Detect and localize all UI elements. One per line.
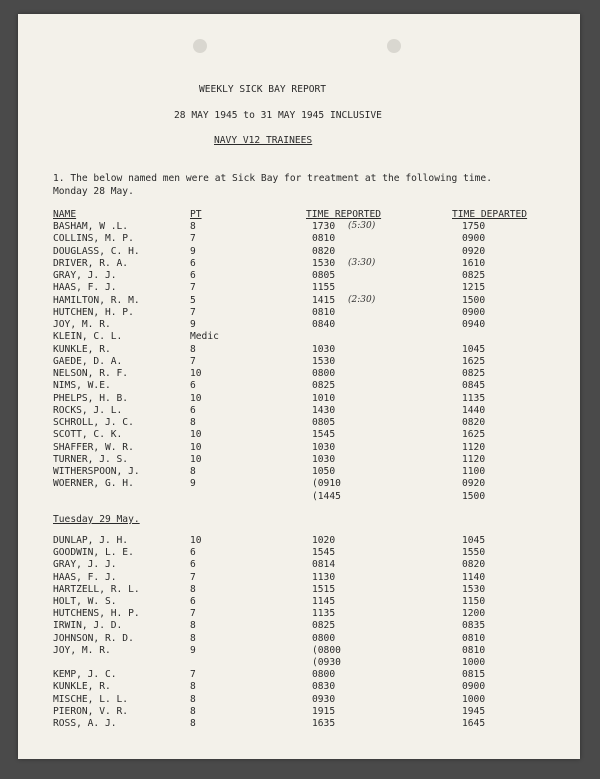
table-row [18, 645, 580, 657]
table-row [18, 307, 580, 319]
table-row [18, 393, 580, 405]
time-reported: 0800 [312, 669, 336, 681]
pt-value: 10 [190, 368, 202, 379]
pt-value: 9 [190, 319, 196, 330]
time-reported: 1530 [312, 355, 336, 367]
pt-value: 7 [190, 608, 196, 620]
time-reported: 1635 [312, 718, 336, 729]
patient-name: WITHERSPOON, J. [53, 466, 140, 477]
patient-name: IRWIN, J. D. [53, 620, 123, 632]
time-reported: 1415 [312, 294, 336, 306]
table-row [18, 633, 580, 645]
table-row [18, 356, 580, 368]
time-reported: 1515 [312, 583, 336, 595]
time-departed: 1500 [462, 490, 486, 502]
patient-name: HARTZELL, R. L. [53, 583, 140, 595]
patient-name: COLLINS, M. P. [53, 233, 134, 245]
pt-value: 10 [190, 392, 202, 404]
patient-name: ROCKS, J. L. [53, 404, 123, 416]
patient-name: MISCHE, L. L. [53, 693, 129, 705]
pt-value: 7 [190, 571, 196, 583]
patient-name: KUNKLE, R. [53, 681, 111, 693]
patient-name: HOLT, W. S. [53, 596, 117, 607]
table-row [18, 491, 580, 503]
pt-value: 9 [190, 644, 196, 656]
time-reported: 0820 [312, 245, 336, 257]
table-row [18, 295, 580, 307]
patient-name: DOUGLASS, C. H. [53, 245, 140, 257]
patient-name: GRAY, J. J. [53, 270, 117, 281]
patient-name: HUTCHEN, H. P. [53, 306, 134, 318]
pt-value: 8 [190, 693, 196, 705]
handwritten-note: (2:30) [348, 294, 376, 305]
patient-name: GOODWIN, L. E. [53, 547, 134, 559]
patient-name: GAEDE, D. A. [53, 355, 123, 367]
pt-value: 7 [190, 355, 196, 367]
patient-name: WOERNER, G. H. [53, 478, 134, 490]
table-row [18, 442, 580, 454]
table-row [18, 417, 580, 429]
table-row [18, 282, 580, 294]
table-row [18, 669, 580, 681]
patient-name: SCOTT, C. K. [53, 429, 123, 441]
patient-name: BASHAM, W .L. [53, 221, 129, 232]
day-heading-monday: Monday 28 May. [53, 186, 134, 197]
time-reported: 0830 [312, 681, 336, 693]
time-departed: 1625 [462, 355, 486, 367]
time-departed: 0900 [462, 233, 486, 245]
table-row [18, 429, 580, 441]
column-header-pt: PT [190, 209, 202, 220]
column-header-time-departed: TIME DEPARTED [452, 209, 528, 220]
time-departed: 1500 [462, 294, 486, 306]
table-row [18, 233, 580, 245]
time-departed: 1440 [462, 404, 486, 416]
table-row [18, 620, 580, 632]
time-reported: 1545 [312, 429, 336, 441]
time-departed: 0940 [462, 319, 486, 330]
time-departed: 1120 [462, 441, 486, 453]
column-header-name: NAME [53, 209, 77, 220]
time-reported: 1050 [312, 466, 336, 477]
table-row [18, 596, 580, 608]
time-reported: 1430 [312, 404, 336, 416]
time-departed: 1215 [462, 282, 486, 294]
time-reported: (0910 [312, 478, 341, 490]
column-header-time-reported: TIME REPORTED [306, 209, 382, 220]
pt-value: 7 [190, 669, 196, 681]
patient-name: JOHNSON, R. D. [53, 632, 134, 644]
time-reported: 0825 [312, 620, 336, 632]
table-row [18, 221, 580, 233]
pt-value: 8 [190, 705, 196, 717]
patient-name: KEMP, J. C. [53, 669, 117, 681]
table-row [18, 246, 580, 258]
time-reported: 1030 [312, 343, 336, 355]
time-departed: 1120 [462, 453, 486, 465]
table-row [18, 718, 580, 730]
time-reported: 1030 [312, 453, 336, 465]
time-reported: (0930 [312, 657, 341, 668]
time-reported: 1020 [312, 535, 336, 546]
table-row [18, 331, 580, 343]
patient-name: NELSON, R. F. [53, 368, 129, 379]
time-departed: 1610 [462, 257, 486, 269]
pt-value: 10 [190, 535, 202, 546]
pt-value: 7 [190, 282, 196, 294]
punch-hole [387, 39, 401, 53]
time-reported: 0825 [312, 380, 336, 392]
patient-name: NIMS, W.E. [53, 380, 111, 392]
time-reported: 1155 [312, 282, 336, 294]
time-reported: 1130 [312, 571, 336, 583]
time-departed: 1945 [462, 705, 486, 717]
time-departed: 1000 [462, 693, 486, 705]
table-row [18, 608, 580, 620]
time-reported: 0800 [312, 368, 336, 379]
table-row [18, 368, 580, 380]
table-row [18, 466, 580, 478]
time-departed: 0845 [462, 380, 486, 392]
patient-name: TURNER, J. S. [53, 453, 129, 465]
table-row [18, 681, 580, 693]
time-departed: 0820 [462, 559, 486, 571]
time-departed: 0920 [462, 478, 486, 490]
time-departed: 1000 [462, 657, 486, 668]
patient-name: KUNKLE, R. [53, 343, 111, 355]
time-departed: 1200 [462, 608, 486, 620]
time-departed: 0825 [462, 270, 486, 281]
time-reported: 1030 [312, 441, 336, 453]
pt-value: 6 [190, 547, 196, 559]
table-row [18, 344, 580, 356]
table-row [18, 380, 580, 392]
day-heading-tuesday: Tuesday 29 May. [53, 514, 140, 525]
pt-value: 10 [190, 441, 202, 453]
report-subtitle: NAVY V12 TRAINEES [214, 135, 313, 146]
patient-name: PIERON, V. R. [53, 705, 129, 717]
pt-value: 5 [190, 294, 196, 306]
time-reported: (0800 [312, 644, 341, 656]
table-row [18, 405, 580, 417]
time-departed: 1140 [462, 571, 486, 583]
time-departed: 1625 [462, 429, 486, 441]
table-row [18, 258, 580, 270]
patient-name: PHELPS, H. B. [53, 392, 129, 404]
time-departed: 1045 [462, 535, 486, 546]
table-row [18, 270, 580, 282]
pt-value: 6 [190, 596, 196, 607]
patient-name: GRAY, J. J. [53, 559, 117, 571]
time-departed: 0810 [462, 632, 486, 644]
time-reported: 0805 [312, 417, 336, 428]
time-departed: 0825 [462, 368, 486, 379]
patient-name: SCHROLL, J. C. [53, 417, 134, 428]
pt-value: 9 [190, 245, 196, 257]
table-row [18, 478, 580, 490]
handwritten-note: (3:30) [348, 257, 376, 268]
time-departed: 0900 [462, 306, 486, 318]
time-departed: 1750 [462, 221, 486, 232]
intro-text: 1. The below named men were at Sick Bay for treatment at the following time. [53, 173, 492, 184]
report-title: WEEKLY SICK BAY REPORT [199, 84, 327, 95]
time-reported: 0810 [312, 233, 336, 245]
time-reported: 1135 [312, 608, 336, 620]
pt-value: 6 [190, 380, 196, 392]
time-departed: 0900 [462, 681, 486, 693]
patient-name: ROSS, A. J. [53, 718, 117, 729]
patient-name: HAAS, F. J. [53, 282, 117, 294]
time-reported: (1445 [312, 490, 341, 502]
time-reported: 1545 [312, 547, 336, 559]
time-reported: 1010 [312, 392, 336, 404]
table-row [18, 535, 580, 547]
pt-value: 10 [190, 453, 202, 465]
time-departed: 0815 [462, 669, 486, 681]
patient-name: DRIVER, R. A. [53, 257, 129, 269]
time-departed: 1550 [462, 547, 486, 559]
table-row [18, 706, 580, 718]
patient-name: DUNLAP, J. H. [53, 535, 129, 546]
time-departed: 1645 [462, 718, 486, 729]
time-departed: 1100 [462, 466, 486, 477]
time-departed: 1135 [462, 392, 486, 404]
time-reported: 1145 [312, 596, 336, 607]
table-row [18, 657, 580, 669]
time-departed: 1045 [462, 343, 486, 355]
pt-value: 8 [190, 221, 196, 232]
table-row [18, 572, 580, 584]
pt-value: 8 [190, 718, 196, 729]
time-reported: 1730 [312, 221, 336, 232]
table-row [18, 584, 580, 596]
pt-value: 6 [190, 257, 196, 269]
pt-value: 8 [190, 466, 196, 477]
pt-value: 8 [190, 681, 196, 693]
table-row [18, 319, 580, 331]
patient-name: HAAS, F. J. [53, 571, 117, 583]
pt-value: 10 [190, 429, 202, 441]
time-reported: 1530 [312, 257, 336, 269]
time-departed: 1150 [462, 596, 486, 607]
handwritten-note: (5:30) [348, 221, 376, 231]
punch-hole [193, 39, 207, 53]
time-reported: 0800 [312, 632, 336, 644]
pt-value: 7 [190, 306, 196, 318]
patient-name: JOY, M. R. [53, 319, 111, 330]
time-reported: 0930 [312, 693, 336, 705]
pt-value: Medic [190, 331, 219, 343]
time-reported: 1915 [312, 705, 336, 717]
patient-name: HUTCHENS, H. P. [53, 608, 140, 620]
pt-value: 7 [190, 233, 196, 245]
patient-name: SHAFFER, W. R. [53, 441, 134, 453]
time-reported: 0840 [312, 319, 336, 330]
pt-value: 8 [190, 417, 196, 428]
document-page [18, 14, 580, 759]
pt-value: 6 [190, 270, 196, 281]
table-row [18, 694, 580, 706]
time-departed: 1530 [462, 583, 486, 595]
pt-value: 9 [190, 478, 196, 490]
time-reported: 0810 [312, 306, 336, 318]
table-row [18, 559, 580, 571]
pt-value: 8 [190, 632, 196, 644]
time-departed: 0810 [462, 644, 486, 656]
time-departed: 0920 [462, 245, 486, 257]
pt-value: 6 [190, 404, 196, 416]
pt-value: 6 [190, 559, 196, 571]
patient-name: JOY, M. R. [53, 644, 111, 656]
table-row [18, 454, 580, 466]
time-reported: 0814 [312, 559, 336, 571]
table-row [18, 547, 580, 559]
pt-value: 8 [190, 620, 196, 632]
pt-value: 8 [190, 343, 196, 355]
time-departed: 0820 [462, 417, 486, 428]
patient-name: HAMILTON, R. M. [53, 294, 140, 306]
pt-value: 8 [190, 583, 196, 595]
report-date-range: 28 MAY 1945 to 31 MAY 1945 INCLUSIVE [174, 110, 382, 121]
time-reported: 0805 [312, 270, 336, 281]
time-departed: 0835 [462, 620, 486, 632]
patient-name: KLEIN, C. L. [53, 331, 123, 343]
